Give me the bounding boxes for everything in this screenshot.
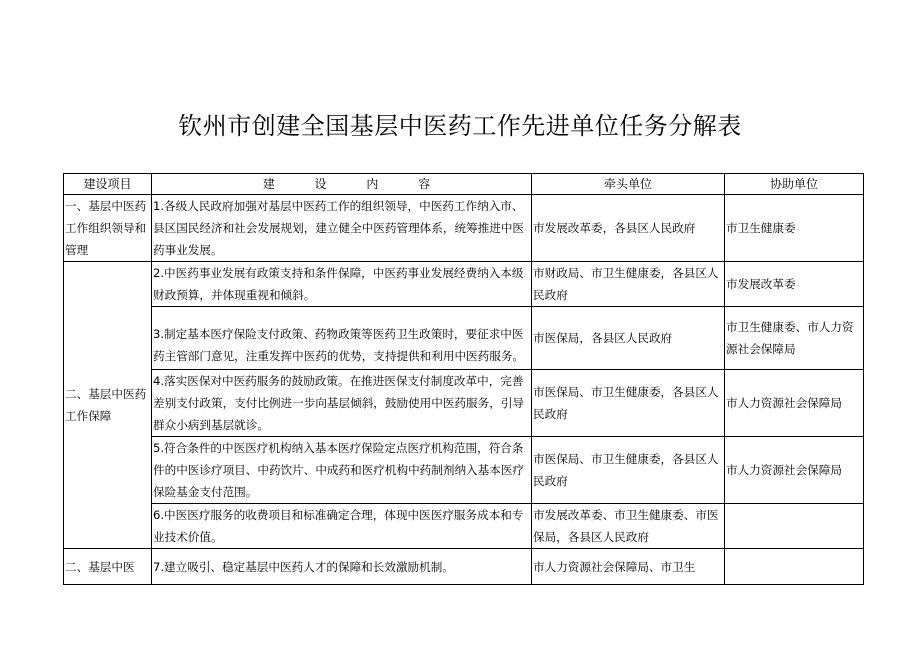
row-content: 2.中医药事业发展有政策支持和条件保障，中医药事业发展经费纳入本级财政预算，并体现重视和倾斜。 (152, 262, 532, 307)
header-assist: 协助单位 (725, 174, 864, 195)
task-table (63, 173, 864, 585)
table-row (64, 370, 864, 437)
row-assist: 市卫生健康委、市人力资源社会保障局 (725, 307, 864, 370)
row-lead: 市财政局、市卫生健康委，各县区人民政府 (532, 262, 725, 307)
header-lead: 牵头单位 (532, 174, 725, 195)
header-content-char: 内 (366, 177, 379, 191)
table-row (64, 504, 864, 549)
row-content: 5.符合条件的中医医疗机构纳入基本医疗保险定点医疗机构范围，符合条件的中医诊疗项目、中药饮片、中成药和医疗机构中药制剂纳入基本医疗保险基金支付范围。 (152, 437, 532, 504)
row-assist (725, 504, 864, 549)
row-category: 一、基层中医药工作组织领导和管理 (64, 195, 152, 262)
row-lead: 市医保局、市卫生健康委，各县区人民政府 (532, 437, 725, 504)
row-assist: 市人力资源社会保障局 (725, 370, 864, 437)
row-content: 7.建立吸引、稳定基层中医药人才的保障和长效激励机制。 (152, 549, 532, 585)
table-row (64, 437, 864, 504)
table-row (64, 549, 864, 585)
header-project: 建设项目 (64, 174, 152, 195)
row-lead: 市医保局、市卫生健康委，各县区人民政府 (532, 370, 725, 437)
row-assist: 市发展改革委 (725, 262, 864, 307)
header-content-char: 建 (262, 177, 275, 191)
header-content-char: 容 (418, 177, 431, 191)
row-content: 4.落实医保对中医药服务的鼓励政策。在推进医保支付制度改革中，完善差别支付政策，支付比例进一步向基层倾斜，鼓励使用中医药服务，引导群众小病到基层就诊。 (152, 370, 532, 437)
row-content: 6.中医医疗服务的收费项目和标准确定合理，体现中医医疗服务成本和专业技术价值。 (152, 504, 532, 549)
row-assist: 市人力资源社会保障局 (725, 437, 864, 504)
table-row (64, 262, 864, 307)
header-row (64, 174, 864, 195)
row-lead: 市医保局，各县区人民政府 (532, 307, 725, 370)
row-assist: 市卫生健康委 (725, 195, 864, 262)
row-content: 1.各级人民政府加强对基层中医药工作的组织领导，中医药工作纳入市、县区国民经济和社会发展规划，建立健全中医药管理体系，统筹推进中医药事业发展。 (152, 195, 532, 262)
row-lead: 市人力资源社会保障局、市卫生 (532, 549, 725, 585)
header-content (152, 174, 532, 195)
row-category: 二、基层中医 (64, 549, 152, 585)
page-title: 钦州市创建全国基层中医药工作先进单位任务分解表 (178, 112, 742, 140)
row-assist (725, 549, 864, 585)
row-content: 3.制定基本医疗保险支付政策、药物政策等医药卫生政策时，要征求中医药主管部门意见，注重发挥中医药的优势，支持提供和利用中医药服务。 (152, 307, 532, 370)
header-content-char: 设 (314, 177, 327, 191)
row-lead: 市发展改革委，各县区人民政府 (532, 195, 725, 262)
row-lead: 市发展改革委、市卫生健康委、市医保局，各县区人民政府 (532, 504, 725, 549)
table-row (64, 307, 864, 370)
table-row (64, 195, 864, 262)
row-category: 二、基层中医药工作保障 (64, 262, 152, 549)
